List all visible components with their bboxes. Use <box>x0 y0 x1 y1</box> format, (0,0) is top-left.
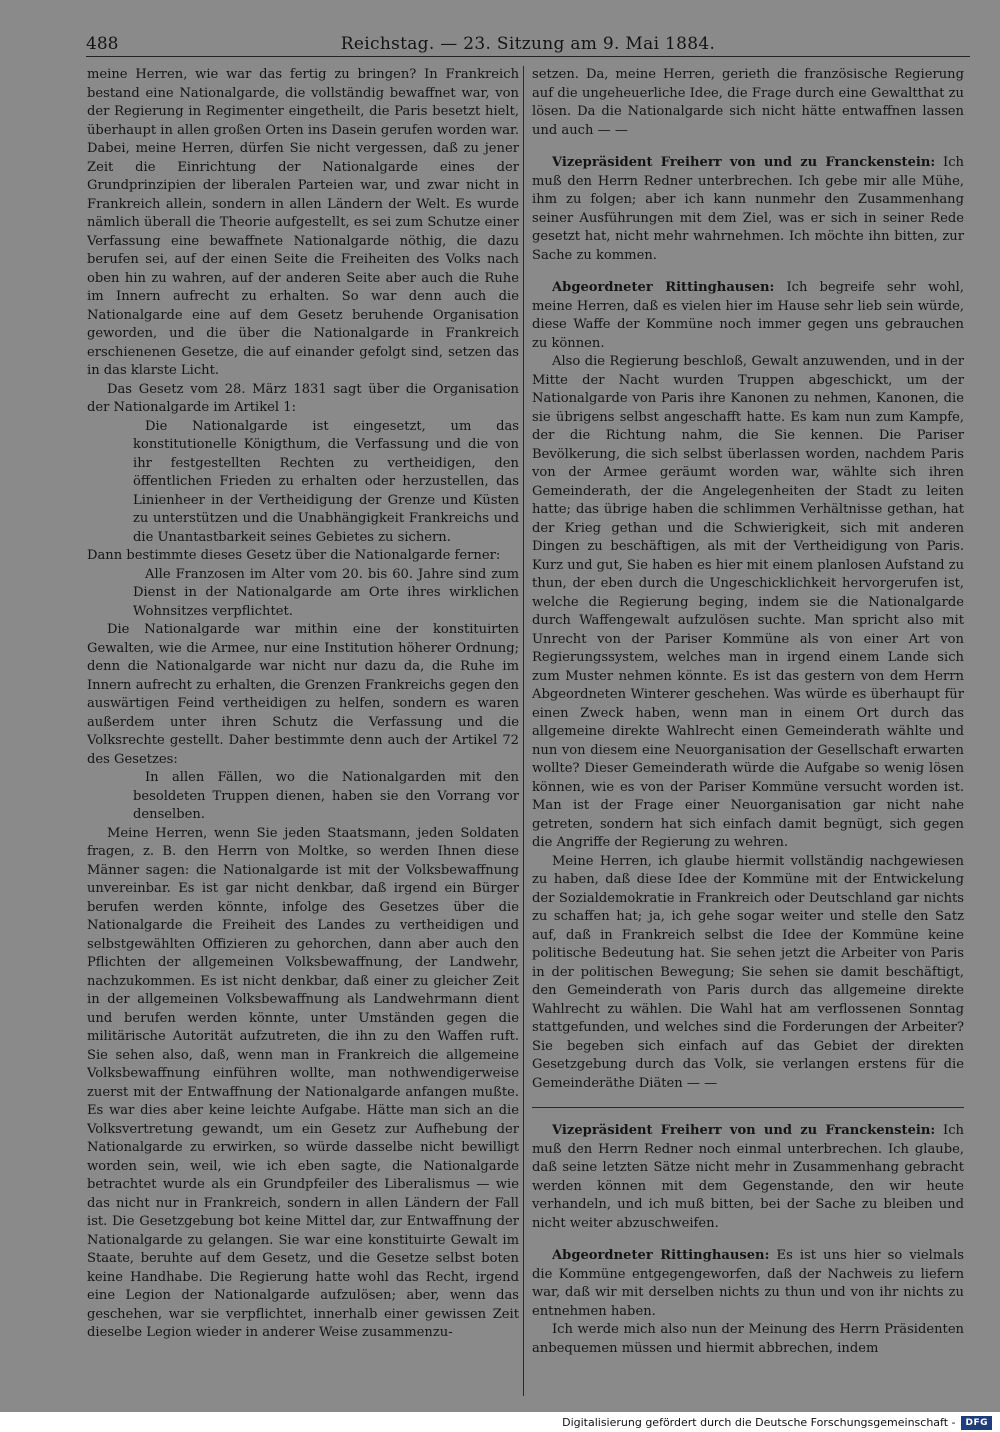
quoted-law-text <box>133 769 519 825</box>
quote-paragraph: Alle Franzosen im Alter vom 20. bis 60. Jahre sind zum Dienst in der Nationalgarde am Orte ihres wirklichen Wohnsitzes verpflichtet. <box>133 566 519 619</box>
page-number: 488 <box>86 34 119 54</box>
funding-credit: Digitalisierung gefördert durch die Deutsche Forschungsgemeinschaft - <box>562 1416 956 1429</box>
body-paragraph: Das Gesetz vom 28. März 1831 sagt über die Organisation der Nationalgarde im Artikel 1: <box>87 381 519 415</box>
speech-text: Ich muß den Herrn Redner unterbrechen. Ich gebe mir alle Mühe, ihm zu folgen; aber ich kann nunmehr den Zusammenhang seiner Ausführungen mit dem Ziel, was er sich in seiner Rede gesetzt hat, nicht mehr wahrnehmen. Ich möchte ihn bitten, zur Sache zu kommen. <box>532 155 964 263</box>
body-paragraph: meine Herren, wie war das fertig zu bringen? In Frankreich bestand eine Nationalgarde, die vollständig bewaffnet war, von der Regierung in Regimenter eingetheilt, die Paris besetzt hielt, überhaupt in allen großen Orten ins Dasein gerufen worden war. Dabei, meine Herren, dürfen Sie nicht vergessen, daß zu jener Zeit die Einrichtung der Nationalgarde eines der Grundprinzipien der liberalen Parteien war, und zwar nicht in Frankreich allein, sondern in allen Ländern der Welt. Es wurde nämlich überall die Theorie aufgestellt, es sei zum Schutze einer Verfassung eine bewaffnete Nationalgarde nöthig, die dazu berufen sei, auf der einen Seite die Freiheiten des Volks nach oben hin zu wahren, auf der anderen Seite aber auch die Ruhe im Innern aufrecht zu erhalten. So war denn auch die Nationalgarde eine auf dem Gesetz beruhende Organisation geworden, und die über die Nationalgarde in Frankreich erschienenen Gesetze, die auf einander gefolgt sind, setzen das in das klarste Licht. <box>87 67 519 378</box>
page-header <box>86 34 970 57</box>
speech-text: Ich muß den Herrn Redner noch einmal unterbrechen. Ich glaube, daß seine letzten Sätze nicht mehr in Zusammenhang gebracht werden können mit dem Gegenstande, den wir heute verhandeln, und ich muß bitten, bei der Sache zu bleiben und nicht weiter abzuschweifen. <box>532 1123 964 1231</box>
speech-text: Ich begreife sehr wohl, meine Herren, daß es vielen hier im Hause sehr lieb sein würde, diese Waffe der Kommüne noch immer gegen uns gebrauchen zu können. <box>532 280 964 351</box>
speaker-name: Abgeordneter Rittinghausen: <box>552 1248 770 1264</box>
speaker-paragraph <box>532 1122 964 1233</box>
quoted-law-text <box>133 566 519 622</box>
speaker-name: Vizepräsident Freiherr von und zu Franckenstein: <box>552 1123 936 1139</box>
speaker-name: Abgeordneter Rittinghausen: <box>552 280 775 295</box>
footer <box>562 1413 992 1432</box>
body-paragraph: Dann bestimmte dieses Gesetz über die Nationalgarde ferner: <box>87 548 501 563</box>
running-title: Reichstag. — 23. Sitzung am 9. Mai 1884. <box>340 34 716 54</box>
quote-paragraph: In allen Fällen, wo die Nationalgarden mit den besoldeten Truppen dienen, haben sie den Vorrang vor denselben. <box>133 770 519 822</box>
body-paragraph: setzen. Da, meine Herren, gerieth die französische Regierung auf die ungeheuerliche Idee, die Frage durch eine Gewaltthat zu lösen. Da die Nationalgarde sich nicht hätte entwaffnen lassen und auch — — <box>532 67 964 138</box>
dfg-logo: DFG <box>961 1416 992 1430</box>
column-divider <box>523 66 524 1396</box>
speaker-paragraph <box>532 279 964 353</box>
quoted-law-text <box>133 418 519 548</box>
speech-text: Es ist uns hier so vielmals die Kommüne entgegengeworfen, daß der Nachweis zu liefern war, daß wir mit derselben nichts zu thun und von ihr nichts zu entnehmen haben. <box>532 1248 964 1319</box>
body-paragraph: Ich werde mich also nun der Meinung des Herrn Präsidenten anbequemen müssen und hiermit abbrechen, indem <box>532 1322 964 1356</box>
speaker-paragraph <box>532 154 964 265</box>
section-rule <box>532 1107 964 1108</box>
quote-paragraph: Die Nationalgarde ist eingesetzt, um das konstitutionelle Königthum, die Verfassung und die von ihr festgestellten Rechten zu vertheidigen, den öffentlichen Frieden zu erhalten oder herzustellen, das Linienheer in der Vertheidigung der Grenze und Küsten zu unterstützen und die Unabhängigkeit Frankreichs und die Unantastbarkeit seines Gebietes zu sichern. <box>133 418 519 545</box>
speaker-paragraph <box>532 1247 964 1321</box>
body-paragraph: Die Nationalgarde war mithin eine der konstituirten Gewalten, wie die Armee, nur eine Institution höherer Ordnung; denn die Nationalgarde war nicht nur dazu da, die Ruhe im Innern aufrecht zu erhalten, die Grenzen Frankreichs gegen den auswärtigen Feind vertheidigen zu helfen, sondern es waren außerdem unter ihren Schutz die Verfassung und die Volksrechte gestellt. Daher bestimmte denn auch der Artikel 72 des Gesetzes: <box>87 622 519 767</box>
left-column <box>87 66 519 1396</box>
body-paragraph: Meine Herren, wenn Sie jeden Staatsmann, jeden Soldaten fragen, z. B. den Herrn von Moltke, so werden Ihnen diese Männer sagen: die Nationalgarde ist mit der Volksbewaffnung unvereinbar. Es ist gar nicht denkbar, daß irgend ein Bürger berufen werden könnte, infolge des Gesetzes über die Nationalgarde die Freiheit des Landes zu vertheidigen und selbstgewählten Offizieren zu gehorchen, dann aber auch den Pflichten der allgemeinen Volksbewaffnung, der Landwehr, nachzukommen. Es ist nicht denkbar, daß einer zu gleicher Zeit in der allgemeinen Volksbewaffnung als Landwehrmann dient und berufen werden könnte, unter Umständen gegen die militärische Autorität aufzutreten, die ihn zu den Waffen ruft. Sie sehen also, daß, wenn man in Frankreich die allgemeine Volksbewaffnung einführen wollte, man nothwendigerweise zuerst mit der Entwaffnung der Nationalgarde anfangen mußte. Es war dies aber keine leichte Aufgabe. Hätte man sich an die Volksvertretung gewandt, um ein Gesetz zur Aufhebung der Nationalgarde zu erwirken, so würde dasselbe nicht bewilligt worden sein, weil, wie ich eben sagte, die Nationalgarde betrachtet wurde als ein Grundpfeiler des Liberalismus — wie das nicht nur in Frankreich, sondern in allen Ländern der Fall ist. Die Gesetzgebung bot keine Mittel dar, zur Entwaffnung der Nationalgarde zu gelangen. Sie war eine konstituirte Gewalt im Staate, beruhte auf dem Gesetz, und die Gesetze selbst boten keine Handhabe. Die Regierung hatte wohl das Recht, irgend eine Legion der Nationalgarde aufzulösen; aber, wenn das geschehen, war sie verpflichtet, innerhalb einer gewissen Zeit dieselbe Legion wieder in anderer Weise zusammenzu- <box>87 825 519 1340</box>
speaker-name: Vizepräsident Freiherr von und zu Franckenstein: <box>552 155 936 170</box>
body-paragraph: Meine Herren, ich glaube hiermit vollständig nachgewiesen zu haben, daß diese Idee der Kommüne mit der Entwickelung der Sozialdemokratie in Frankreich oder Deutschland gar nichts zu schaffen hat; ja, ich gehe sogar weiter und stelle den Satz auf, daß in Frankreich selbst die Idee der Kommüne keine politische Bedeutung hat. Sie sehen jetzt die Arbeiter von Paris in der politischen Bewegung; Sie sehen sie damit beschäftigt, den Gemeinderath von Paris durch das allgemeine direkte Wahlrecht zu wählen. Die Wahl hat am verflossenen Sonntag stattgefunden, und welches sind die Forderungen der Arbeiter? Sie begeben sich einfach auf das Gebiet der direkten Gesetzgebung durch das Volk, sie verlangen erstens für die Gemeinderäthe Diäten — — <box>532 853 964 1091</box>
body-paragraph: Also die Regierung beschloß, Gewalt anzuwenden, und in der Mitte der Nacht wurden Truppen abgeschickt, um der Nationalgarde von Paris ihre Kanonen zu nehmen, Kanonen, die sie übrigens selbst angeschafft hatte. Es kam nun zum Kampfe, der die Richtung nahm, die Sie kennen. Die Pariser Bevölkerung, die sich selbst überlassen worden, nachdem Paris von der Armee geräumt worden war, wählte sich ihren Gemeinderath, der die Angelegenheiten der Stadt zu leiten hatte; das übrige haben die schlimmen Verhältnisse gethan, hat der Krieg gethan und die Schwierigkeit, sich mit anderen Dingen zu beschäftigen, als mit der Vertheidigung von Paris. Kurz und gut, Sie haben es hier mit einem planlosen Aufstand zu thun, der eben durch die Ungeschicklichkeit hervorgerufen ist, welche die Regierung beging, indem sie die Nationalgarde durch Waffengewalt aufzulösen suchte. Man spricht also mit Unrecht von der Pariser Kommüne als von einer Art von Regierungssystem, welches man in irgend einem Lande sich zum Muster nehmen könnte. Es ist das gestern von dem Herrn Abgeordneten Winterer geschehen. Was würde es überhaupt für einen Zweck haben, wenn man in einem Ort durch das allgemeine direkte Wahlrecht einen Gemeinderath wählte und nun von diesem eine Neuorganisation der Gesellschaft erwarten wollte? Dieser Gemeinderath würde die Aufgabe so wenig lösen können, wie es von der Pariser Kommüne versucht worden ist. Man ist der Frage einer Neuorganisation gar nicht nahe getreten, sondern hat sich einfach damit begnügt, sich gegen die Angriffe der Regierung zu wehren. <box>532 354 964 850</box>
right-column <box>532 66 964 1396</box>
